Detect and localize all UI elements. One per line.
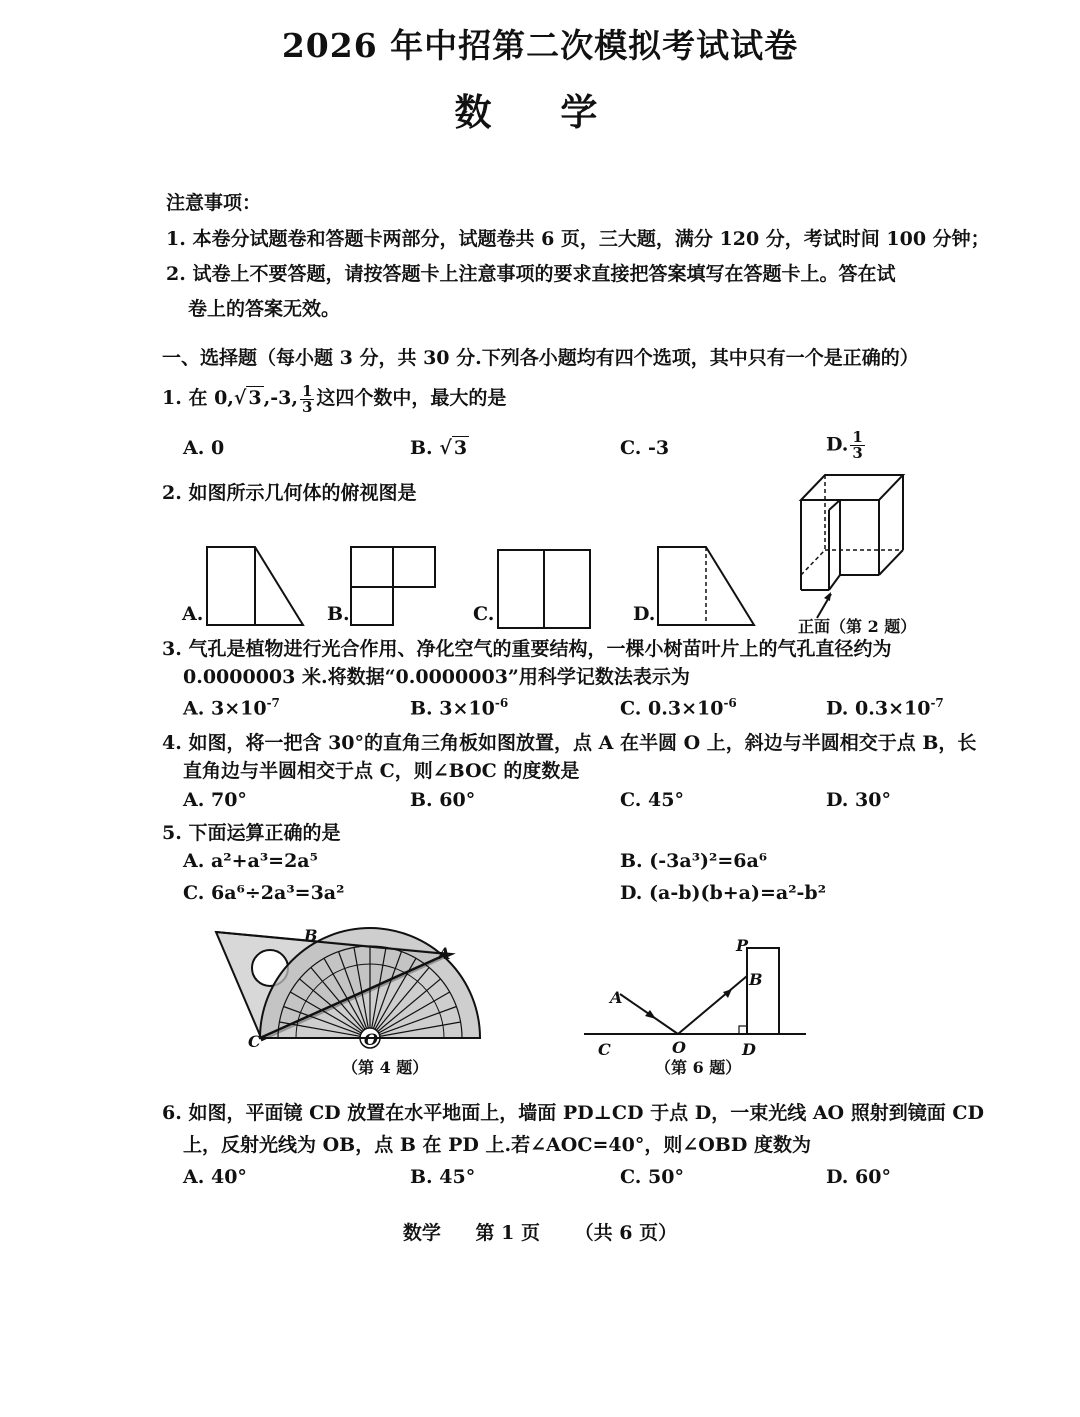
q4-option-c: C. 45° (620, 789, 684, 811)
q2-option-d-label: D. (633, 603, 656, 625)
q6-label-o: O (672, 1038, 686, 1057)
notice-item-1: 1. 本卷分试题卷和答题卡两部分，试题卷共 6 页，三大题，满分 120 分，考试时间 100 分钟； (166, 228, 990, 250)
q6-label-c: C (598, 1040, 611, 1059)
q3-option-d: D. $0.3\times 10^{-7}$ (826, 696, 944, 720)
q6-label-a: A (610, 988, 623, 1007)
q4-option-d: D. 30° (826, 789, 891, 811)
q4-label-b: B (304, 926, 318, 945)
question-4-line-1: 4. 如图，将一把含 30°的直角三角板如图放置，点 A 在半圆 O 上，斜边与半圆相交于点 B，长 (162, 732, 977, 754)
q6-option-a: A. 40° (183, 1166, 247, 1188)
q6-label-b: B (749, 970, 763, 989)
q6-option-d: D. 60° (826, 1166, 891, 1188)
q5-option-d: D. (a-b)(b+a)=a²-b² (620, 882, 827, 904)
q6-caption: （第 6 题） (655, 1058, 742, 1077)
q4-label-a: A (438, 944, 451, 963)
q6-option-c: C. 50° (620, 1166, 684, 1188)
notice-item-2: 2. 试卷上不要答题，请按答题卡上注意事项的要求直接把答案填写在答题卡上。答在试 (166, 263, 896, 285)
q3-option-b: B. $3\times 10^{-6}$ (410, 696, 509, 720)
footer-subject: 数学 (402, 1222, 441, 1244)
question-3-line-1: 3. 气孔是植物进行光合作用、净化空气的重要结构，一棵小树苗叶片上的气孔直径约为 (162, 638, 892, 660)
notice-item-2-cont: 卷上的答案无效。 (188, 298, 341, 320)
q6-label-p: P (736, 936, 749, 955)
q1-option-b: B. √ 3 (410, 437, 468, 459)
q4-caption: （第 4 题） (342, 1058, 429, 1077)
question-4-line-2: 直角边与半圆相交于点 C，则∠BOC 的度数是 (183, 760, 580, 782)
q1-option-c: C. -3 (620, 437, 670, 459)
q2-caption: 正面（第 2 题） (798, 617, 917, 636)
question-5: 5. 下面运算正确的是 (162, 822, 341, 844)
q2-solid-figure (785, 470, 910, 620)
q2-option-b-figure (349, 545, 439, 627)
page-footer (0, 1218, 1080, 1245)
q1-option-a: A. 0 (183, 437, 225, 459)
question-2: 2. 如图所示几何体的俯视图是 (162, 482, 417, 504)
footer-total: （共 6 页） (574, 1222, 678, 1244)
q4-option-b: B. 60° (410, 789, 476, 811)
section-heading: 一、选择题（每小题 3 分，共 30 分.下列各小题均有四个选项，其中只有一个是正确的） (162, 347, 919, 369)
q2-option-d-figure (656, 545, 756, 627)
question-6-line-2: 上，反射光线为 OB，点 B 在 PD 上.若∠AOC=40°，则∠OBD 度数为 (183, 1134, 811, 1156)
q5-option-b: B. (-3a³)²=6a⁶ (620, 850, 768, 872)
q3-option-c: C. $0.3\times 10^{-6}$ (620, 696, 737, 720)
question-3-line-2: 0.0000003 米.将数据“0.0000003”用科学记数法表示为 (183, 666, 690, 688)
question-1: 1. 在 0,√ 3 ,-3, $\frac{1}{3}$ 这四个数中，最大的是 (162, 381, 507, 416)
q2-option-c-label: C. (473, 603, 495, 625)
q6-label-d: D (742, 1040, 756, 1059)
q5-option-c: C. 6a⁶÷2a³=3a² (183, 882, 345, 904)
q4-label-c: C (248, 1032, 261, 1051)
q2-option-b-label: B. (327, 603, 350, 625)
q2-option-a-label: A. (182, 603, 204, 625)
q6-option-b: B. 45° (410, 1166, 476, 1188)
q2-option-a-figure (205, 545, 305, 627)
subject-title: 数 学 (454, 90, 626, 134)
q5-option-a: A. a²+a³=2a⁵ (183, 850, 318, 872)
q4-figure (212, 922, 487, 1047)
exam-title: 2026 年中招第二次模拟考试试卷 (281, 26, 799, 65)
q1-option-d: D. $\frac{1}{3}$ (826, 428, 863, 462)
notice-heading: 注意事项： (166, 192, 262, 214)
q4-label-o: O (364, 1030, 378, 1049)
q3-option-a: A. $3\times 10^{-7}$ (183, 696, 280, 720)
footer-page: 第 1 页 (475, 1222, 540, 1244)
q2-option-c-figure (496, 548, 594, 630)
question-6-line-1: 6. 如图，平面镜 CD 放置在水平地面上，墙面 PD⊥CD 于点 D，一束光线 AO 照射到镜面 CD (162, 1102, 984, 1124)
q4-option-a: A. 70° (183, 789, 247, 811)
